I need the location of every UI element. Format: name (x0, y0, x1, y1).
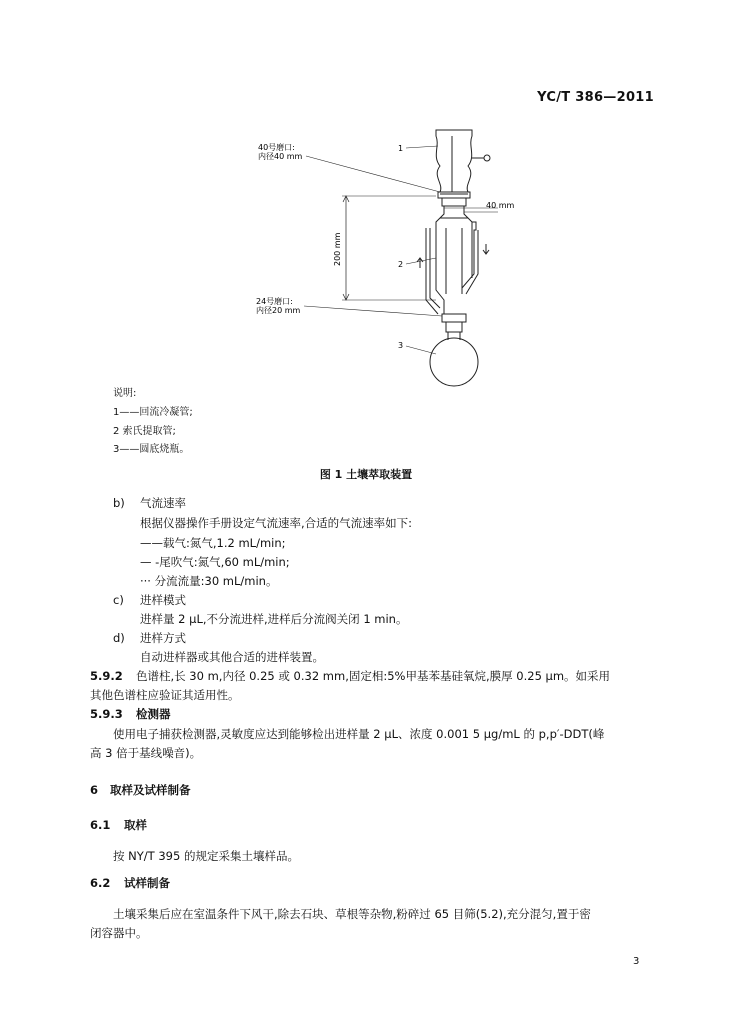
section-6-1-title: 取样 (124, 818, 147, 832)
extraction-apparatus-figure (240, 118, 540, 398)
height-dimension-label: 200 mm (333, 232, 342, 266)
top-joint-label-2: 内径40 mm (258, 152, 303, 161)
legend-item-1: 1——回流冷凝管; (113, 407, 193, 418)
item-d-title: 进样方式 (140, 631, 186, 645)
section-5-9-3-line-2: 高 3 倍于基线噪音)。 (90, 746, 202, 760)
item-b-carrier-gas: ——载气:氮气,1.2 mL/min; (140, 536, 286, 550)
item-b-label: b) (113, 496, 125, 510)
callout-3: 3 (398, 341, 404, 350)
item-d-text: 自动进样器或其他合适的进样装置。 (140, 650, 324, 664)
section-6-2-number: 6.2 (90, 876, 111, 890)
item-d-label: d) (113, 631, 125, 645)
section-5-9-2-number: 5.9.2 (90, 669, 123, 683)
section-6-1-number: 6.1 (90, 818, 111, 832)
section-5-9-2-line-2: 其他色谱柱应验证其适用性。 (90, 688, 240, 702)
item-c-text: 进样量 2 μL,不分流进样,进样后分流阀关闭 1 min。 (140, 612, 408, 626)
section-6-2-line-1: 土壤采集后应在室温条件下风干,除去石块、草根等杂物,粉碎过 65 目筛(5.2),充分混匀,置于密 (113, 907, 591, 921)
item-c-label: c) (113, 593, 124, 607)
callout-2: 2 (398, 260, 404, 269)
section-6-1-text: 按 NY/T 395 的规定采集土壤样品。 (113, 849, 299, 863)
legend-title: 说明: (113, 388, 137, 399)
item-b-makeup-gas: — -尾吹气:氮气,60 mL/min; (140, 555, 290, 569)
section-6-title: 取样及试样制备 (110, 783, 191, 797)
item-c-title: 进样模式 (140, 593, 186, 607)
callout-1: 1 (398, 144, 404, 153)
figure-caption: 图 1 土壤萃取装置 (319, 468, 413, 481)
section-5-9-3-line-1: 使用电子捕获检测器,灵敏度应达到能够检出进样量 2 μL、浓度 0.001 5 μg/mL 的 p,p′-DDT(峰 (113, 727, 605, 741)
section-6-2-line-2: 闭容器中。 (90, 926, 148, 940)
item-b-text: 根据仪器操作手册设定气流速率,合适的气流速率如下: (140, 516, 413, 530)
legend-item-2: 2 索氏提取管; (113, 426, 176, 437)
section-6-number: 6 (90, 783, 99, 797)
item-b-title: 气流速率 (140, 496, 186, 510)
bottom-joint-label-2: 内径20 mm (256, 306, 301, 315)
legend-item-3: 3——圆底烧瓶。 (113, 444, 190, 455)
section-5-9-3-number: 5.9.3 (90, 707, 123, 721)
item-b-split-flow: ··· 分流流量:30 mL/min。 (140, 574, 278, 588)
section-6-2-title: 试样制备 (124, 876, 170, 890)
section-5-9-2-line-1: 色谱柱,长 30 m,内径 0.25 或 0.32 mm,固定相:5%甲基苯基硅氧烷,膜厚 0.25 μm。如采用 (136, 669, 611, 683)
bottom-joint-label-1: 24号磨口: (256, 297, 293, 306)
standard-code: YC/T 386—2011 (537, 90, 654, 105)
page-number: 3 (633, 956, 640, 967)
top-joint-label-1: 40号磨口: (258, 143, 295, 152)
section-5-9-3-title: 检测器 (136, 707, 171, 721)
width-dimension-label: 40 mm (486, 201, 515, 210)
